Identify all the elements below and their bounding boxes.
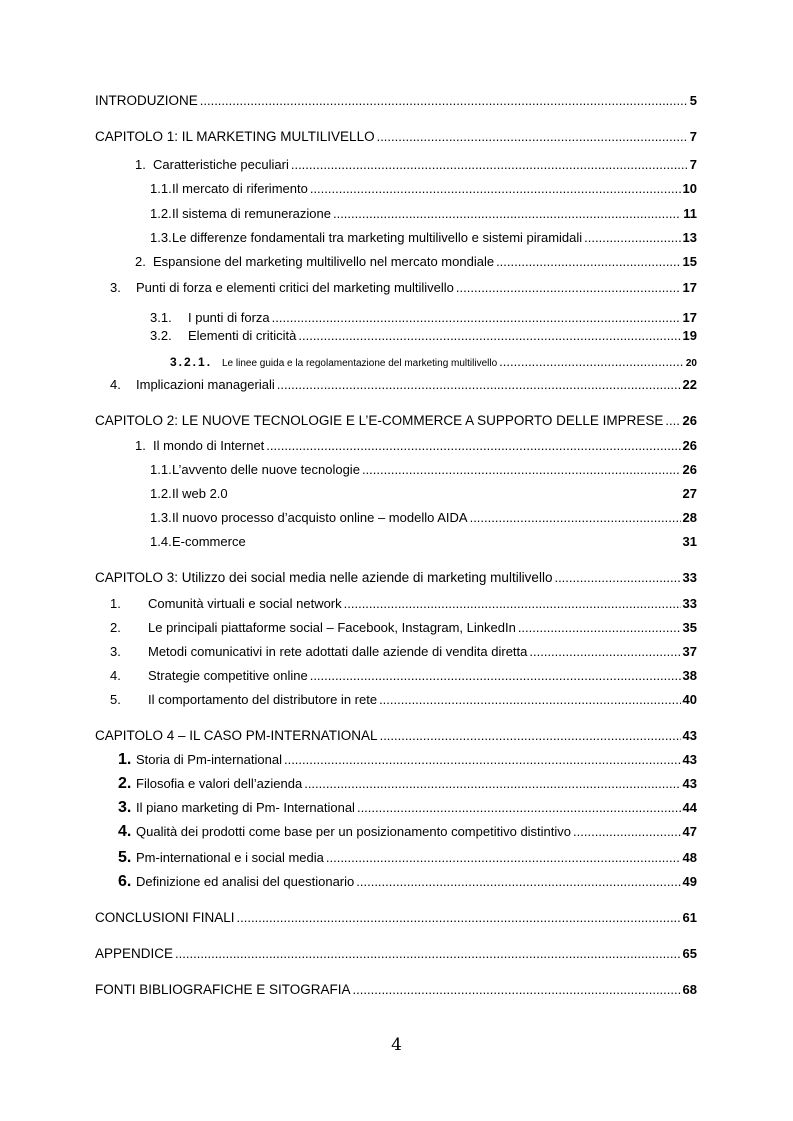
- toc-entry-title: APPENDICE: [95, 946, 174, 961]
- toc-entry-title: Il comportamento del distributore in rete: [148, 692, 378, 707]
- toc-entry-title: E-commerce: [172, 534, 246, 549]
- toc-entry-page: 27: [682, 486, 697, 501]
- toc-entry-number: 1.: [118, 751, 132, 768]
- toc-entry-number: 3.: [110, 644, 121, 659]
- toc-entry-number: 1.1.: [150, 181, 172, 196]
- toc-entry-number: 4.: [110, 377, 121, 392]
- toc-entry-title: Definizione ed analisi del questionario: [136, 874, 355, 889]
- toc-entry-number: 1.: [135, 438, 146, 453]
- toc-entry[interactable]: [110, 280, 697, 296]
- toc-entry-number: 4.: [118, 823, 132, 840]
- toc-entry-leader: [353, 982, 681, 998]
- toc-entry-leader: [344, 596, 681, 612]
- toc-entry-title: Punti di forza e elementi critici del marketing multilivello: [136, 280, 454, 295]
- toc-entry-page: 20: [685, 358, 697, 369]
- toc-entry-title: INTRODUZIONE: [95, 93, 198, 108]
- toc-entry-leader: [310, 668, 681, 684]
- toc-entry-leader: [518, 620, 681, 636]
- toc-entry[interactable]: [110, 644, 697, 660]
- toc-entry-number: 2.: [135, 254, 146, 269]
- toc-entry[interactable]: [150, 328, 697, 344]
- toc-entry-title: CAPITOLO 1: IL MARKETING MULTILIVELLO: [95, 129, 375, 144]
- toc-entry-page: 10: [682, 181, 697, 196]
- toc-entry-page: 31: [682, 534, 697, 549]
- toc-entry-page: 35: [682, 620, 697, 635]
- toc-entry-leader: [291, 157, 688, 173]
- toc-entry[interactable]: [110, 668, 697, 684]
- toc-entry-page: 37: [682, 644, 697, 659]
- toc-entry[interactable]: [95, 570, 697, 586]
- toc-entry[interactable]: [110, 620, 697, 636]
- toc-entry[interactable]: [110, 377, 697, 393]
- toc-entry-title: Il mondo di Internet: [153, 438, 265, 453]
- toc-entry[interactable]: [95, 946, 697, 962]
- page-number: 4: [391, 1035, 402, 1055]
- toc-entry[interactable]: [170, 354, 697, 372]
- toc-entry-title: Qualità dei prodotti come base per un posizionamento competitivo distintivo: [136, 824, 572, 839]
- toc-entry-number: 3.1.: [150, 310, 172, 325]
- toc-entry-number: 3.: [110, 280, 121, 295]
- toc-entry[interactable]: [95, 129, 697, 145]
- toc-entry-leader: [310, 181, 681, 197]
- toc-entry-page: 17: [682, 310, 697, 325]
- toc-entry[interactable]: [150, 206, 697, 222]
- toc-entry-page: 40: [682, 692, 697, 707]
- toc-entry-title: Implicazioni manageriali: [136, 377, 275, 392]
- toc-entry-number: 4.: [110, 668, 121, 683]
- toc-entry[interactable]: [95, 413, 697, 429]
- toc-entry-leader: [272, 310, 681, 326]
- toc-entry-page: 38: [682, 668, 697, 683]
- toc-entry-title: Espansione del marketing multilivello nel mercato mondiale: [153, 254, 495, 269]
- toc-entry-page: 33: [682, 596, 697, 611]
- toc-entry[interactable]: [150, 510, 697, 526]
- toc-entry[interactable]: [118, 824, 697, 840]
- toc-entry-leader: [356, 874, 680, 890]
- toc-entry-page: 22: [682, 377, 697, 392]
- toc-entry[interactable]: [95, 728, 697, 744]
- toc-entry-leader: [529, 644, 680, 660]
- toc-entry-title: Caratteristiche peculiari: [153, 157, 289, 172]
- toc-entry-page: 33: [682, 570, 697, 585]
- toc-entry-number: 5.: [118, 849, 132, 866]
- toc-entry-number: 2.: [118, 775, 132, 792]
- toc-entry[interactable]: [110, 596, 697, 612]
- toc-entry-leader: [665, 413, 680, 429]
- toc-entry-title: Il piano marketing di Pm- International: [136, 800, 355, 815]
- toc-entry-leader: [380, 728, 681, 744]
- toc-entry-title: Strategie competitive online: [148, 668, 308, 683]
- toc-entry-number: 1.3.: [150, 510, 172, 525]
- toc-entry[interactable]: [118, 850, 697, 866]
- toc-entry-leader: [357, 800, 681, 816]
- toc-entry-leader: [277, 377, 681, 393]
- toc-entry-page: 28: [682, 510, 697, 525]
- toc-entry-leader: [554, 570, 680, 586]
- toc-entry[interactable]: [118, 874, 697, 890]
- toc-entry-title: CAPITOLO 2: LE NUOVE TECNOLOGIE E L’E-COMMERCE A SUPPORTO DELLE IMPRESE: [95, 413, 664, 428]
- toc-entry[interactable]: [95, 982, 697, 998]
- toc-entry-leader: [456, 280, 681, 296]
- toc-entry-number: 1.: [135, 157, 146, 172]
- toc-entry-leader: [499, 354, 684, 370]
- toc-entry-number: 5.: [110, 692, 121, 707]
- toc-entry[interactable]: [135, 438, 697, 454]
- toc-entry[interactable]: [150, 310, 697, 326]
- toc-entry-leader: [470, 510, 681, 526]
- toc-entry-leader: [379, 692, 680, 708]
- toc-entry-leader: [584, 230, 680, 246]
- toc-entry-page: 49: [682, 874, 697, 889]
- toc-entry[interactable]: [150, 486, 697, 502]
- toc-entry-number: 1.4.: [150, 534, 172, 549]
- toc-entry-leader: [333, 206, 681, 222]
- toc-entry-leader: [377, 129, 688, 145]
- toc-entry-title: Le linee guida e la regolamentazione del marketing multilivello: [222, 358, 498, 369]
- toc-entry[interactable]: [118, 776, 697, 792]
- toc-entry-title: Le differenze fondamentali tra marketing multilivello e sistemi piramidali: [172, 230, 583, 245]
- toc-entry[interactable]: [95, 910, 697, 926]
- toc-entry-page: 5: [689, 93, 697, 108]
- toc-entry-page: 15: [682, 254, 697, 269]
- toc-entry[interactable]: [95, 93, 697, 109]
- toc-entry-page: 26: [682, 462, 697, 477]
- toc-entry-page: 44: [682, 800, 697, 815]
- toc-entry[interactable]: [135, 157, 697, 173]
- toc-entry-title: Storia di Pm-international: [136, 752, 282, 767]
- toc-entry-number: 1.3.: [150, 230, 172, 245]
- toc-entry-page: 26: [682, 413, 697, 428]
- toc-entry-leader: [496, 254, 680, 270]
- toc-entry-title: CAPITOLO 4 – IL CASO PM-INTERNATIONAL: [95, 728, 378, 743]
- toc-entry-number: 3.: [118, 799, 132, 816]
- toc-entry-title: L’avvento delle nuove tecnologie: [172, 462, 360, 477]
- toc-entry[interactable]: [135, 254, 697, 270]
- toc-entry-page: 7: [689, 157, 697, 172]
- toc-entry[interactable]: [150, 534, 697, 550]
- toc-entry[interactable]: [150, 181, 697, 197]
- toc-entry[interactable]: [110, 692, 697, 708]
- toc-entry-title: Filosofia e valori dell’azienda: [136, 776, 303, 791]
- toc-entry-page: 65: [682, 946, 697, 961]
- toc-entry-title: Pm-international e i social media: [136, 850, 324, 865]
- toc-entry-title: CONCLUSIONI FINALI: [95, 910, 235, 925]
- toc-entry-title: Il web 2.0: [172, 486, 228, 501]
- toc-entry-title: Comunità virtuali e social network: [148, 596, 342, 611]
- toc-entry-page: 7: [689, 129, 697, 144]
- toc-entry-leader: [237, 910, 681, 926]
- toc-entry-page: 17: [682, 280, 697, 295]
- toc-entry-page: 13: [682, 230, 697, 245]
- toc-entry-page: 19: [682, 328, 697, 343]
- toc-entry-title: Elementi di criticità: [188, 328, 297, 343]
- toc-entry-number: 6.: [118, 873, 132, 890]
- toc-entry-leader: [362, 462, 681, 478]
- toc-entry-page: 48: [682, 850, 697, 865]
- toc-entry-leader: [266, 438, 680, 454]
- toc-entry-title: Metodi comunicativi in rete adottati dalle aziende di vendita diretta: [148, 644, 528, 659]
- toc-entry[interactable]: [150, 462, 697, 478]
- toc-entry-page: 47: [682, 824, 697, 839]
- toc-entry-page: 43: [682, 752, 697, 767]
- toc-entry-page: 43: [682, 728, 697, 743]
- toc-entry-leader: [326, 850, 681, 866]
- toc-entry-number: 1.2.: [150, 206, 172, 221]
- toc-entry[interactable]: [118, 752, 697, 768]
- toc-entry-title: FONTI BIBLIOGRAFICHE E SITOGRAFIA: [95, 982, 351, 997]
- toc-entry-title: Il sistema di remunerazione: [172, 206, 331, 221]
- toc-entry-title: Le principali piattaforme social – Facebook, Instagram, LinkedIn: [148, 620, 516, 635]
- toc-entry-title: CAPITOLO 3: Utilizzo dei social media nelle aziende di marketing multilivello: [95, 570, 553, 585]
- toc-entry-leader: [298, 328, 680, 344]
- toc-entry-page: 43: [682, 776, 697, 791]
- toc-entry-title: Il nuovo processo d’acquisto online – modello AIDA: [172, 510, 468, 525]
- toc-entry-title: Il mercato di riferimento: [172, 181, 308, 196]
- toc-entry-number: 1.2.: [150, 486, 172, 501]
- toc-entry-number: 3.2.1.: [170, 355, 213, 369]
- toc-entry-leader: [304, 776, 680, 792]
- toc-entry-page: 26: [682, 438, 697, 453]
- toc-entry-number: 2.: [110, 620, 121, 635]
- toc-entry-page: 11: [683, 206, 697, 221]
- toc-entry[interactable]: [118, 800, 697, 816]
- toc-entry-page: 61: [682, 910, 697, 925]
- toc-entry-title: I punti di forza: [188, 310, 270, 325]
- toc-entry-leader: [175, 946, 681, 962]
- toc-entry[interactable]: [150, 230, 697, 246]
- toc-entry-number: 1.: [110, 596, 121, 611]
- toc-entry-leader: [284, 752, 681, 768]
- toc-entry-leader: [573, 824, 681, 840]
- toc-entry-number: 3.2.: [150, 328, 172, 343]
- toc-entry-page: 68: [682, 982, 697, 997]
- toc-entry-leader: [200, 93, 688, 109]
- toc-entry-number: 1.1.: [150, 462, 172, 477]
